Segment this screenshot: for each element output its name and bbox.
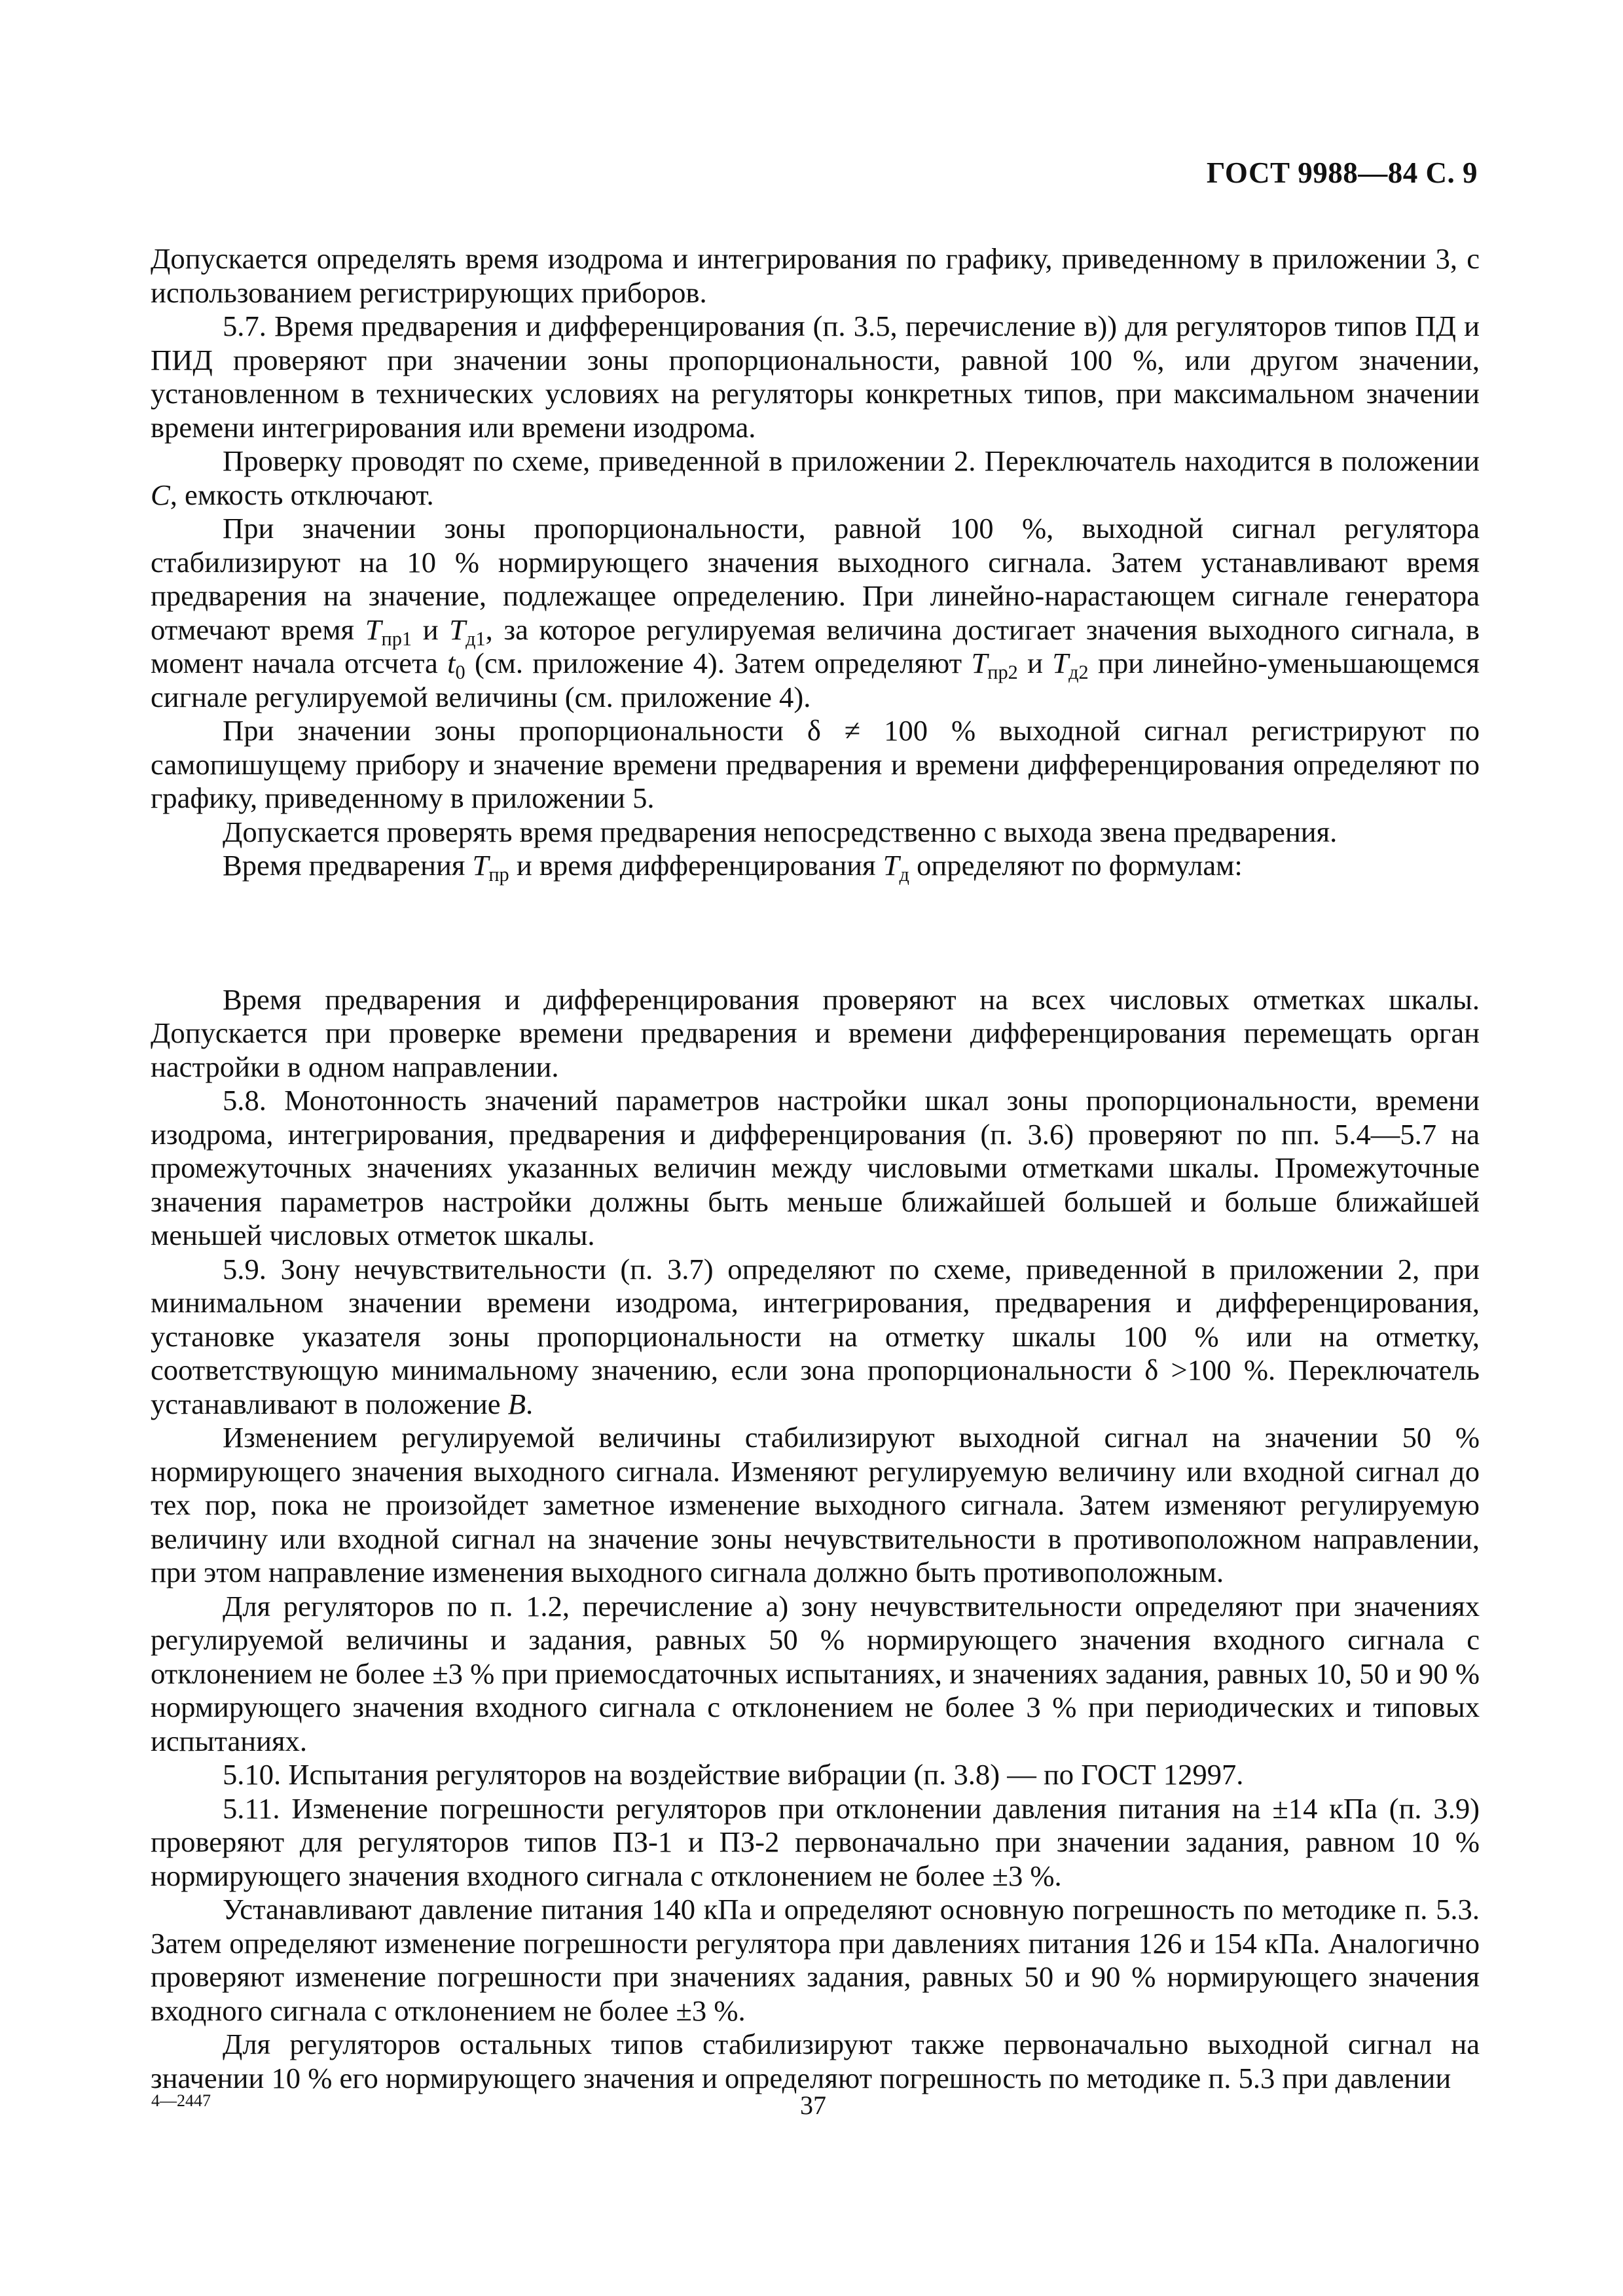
- paragraph: При значении зоны пропорциональности δ ≠ 100 % выходной сигнал регистрируют по самопишущему прибору и значение времени предварения и времени дифференцирования определяют по графику, приведенному в приложении 5.: [151, 714, 1480, 814]
- paragraph: Для регуляторов по п. 1.2, перечисление а) зону нечувствительности определяют при значениях регулируемой величины и задания, равных 50 % нормирующего значения входного сигнала с отклонением не более ±3 % при приемосдаточных испытаниях, и значениях задания, равных 10, 50 и 90 % нормирующего значения входного сигнала с отклонением не более 3 % при периодических и типовых испытаниях.: [151, 1589, 1480, 1757]
- paragraph: Изменением регулируемой величины стабилизируют выходной сигнал на значении 50 % нормирующего значения выходного сигнала. Изменяют регулируемую величину или входной сигнал до тех пор, пока не произойдет заметное изменение выходного сигнала. Затем изменяют регулируемую величину или входной сигнал на значение зоны нечувствительности в противоположном направлении, при этом направление изменения выходного сигнала должно быть противоположным.: [151, 1421, 1480, 1588]
- paragraph: Устанавливают давление питания 140 кПа и определяют основную погрешность по методике п. 5.3. Затем определяют изменение погрешности регулятора при давлениях питания 126 и 154 кПа. Аналогично проверяют изменение погрешности при значениях задания, равных 50 и 90 % нормирующего значения входного сигнала с отклонением не более ±3 %.: [151, 1893, 1480, 2027]
- paragraph: Время предварения и дифференцирования проверяют на всех числовых отметках шкалы. Допускается при проверке времени предварения и времени дифференцирования перемещать орган настройки в одном направлении.: [151, 982, 1480, 1083]
- paragraph-5-8: 5.8. Монотонность значений параметров настройки шкал зоны пропорциональности, времени изодрома, интегрирования, предварения и дифференцирования (п. 3.6) проверяют по пп. 5.4—5.7 на промежуточных значениях указанных величин между числовыми отметками шкалы. Промежуточные значения параметров настройки должны быть меньше ближайшей большей и больше ближайшей меньшей числовых отметок шкалы.: [151, 1084, 1480, 1251]
- formula-area: [151, 883, 1480, 983]
- footer-code: 4—2447: [151, 2091, 211, 2110]
- paragraph-5-7: 5.7. Время предварения и дифференцирования (п. 3.5, перечисление в)) для регуляторов типов ПД и ПИД проверяют при значении зоны пропорциональности, равной 100 %, или другом значении, установленном в технических условиях на регуляторы конкретных типов, при максимальном значении времени интегрирования или времени изодрома.: [151, 310, 1480, 444]
- paragraph: Проверку проводят по схеме, приведенной в приложении 2. Переключатель находится в положении C, емкость отключают.: [151, 444, 1480, 511]
- page-number: 37: [800, 2090, 826, 2120]
- paragraph: Допускается проверять время предварения непосредственно с выхода звена предварения.: [223, 815, 1338, 848]
- paragraph-5-9: 5.9. Зону нечувствительности (п. 3.7) определяют по схеме, приведенной в приложении 2, при минимальном значении времени изодрома, интегрирования, предварения и дифференцирования, установке указателя зоны пропорциональности на отметку шкалы 100 % или на отметку, соответствующую минимальному значению, если зона пропорциональности δ >100 %. Переключатель устанавливают в положение B.: [151, 1252, 1480, 1420]
- document-body: [151, 242, 1480, 2095]
- paragraph-5-10: 5.10. Испытания регуляторов на воздействие вибрации (п. 3.8) — по ГОСТ 12997.: [223, 1758, 1244, 1791]
- paragraph-5-11: 5.11. Изменение погрешности регуляторов при отклонении давления питания на ±14 кПа (п. 3.9) проверяют для регуляторов типов ПЗ-1 и ПЗ-2 первоначально при значении задания, равном 10 % нормирующего значения входного сигнала с отклонением не более ±3 %.: [151, 1791, 1480, 1892]
- paragraph: Время предварения $T_{пр}$ и время дифференцирования $T_д$ определяют по формулам:: [223, 849, 1243, 886]
- page-header: ГОСТ 9988—84 С. 9: [1206, 156, 1478, 189]
- paragraph: При значении зоны пропорциональности, равной 100 %, выходной сигнал регулятора стабилизируют на 10 % нормирующего значения выходного сигнала. Затем устанавливают время предварения на значение, подлежащее определению. При линейно-нарастающем сигнале генератора отмечают время $T_{пр1}$ и $T_{д1}$, за которое регулируемая величина достигает значения выходного сигнала, в момент начала отсчета $t_0$ (см. приложение 4). Затем определяют $T_{пр2}$ и $T_{д2}$ при линейно-уменьшающемся сигнале регулируемой величины (см. приложение 4).: [151, 512, 1480, 713]
- paragraph: Допускается определять время изодрома и интегрирования по графику, приведенному в приложении 3, с использованием регистрирующих приборов.: [151, 242, 1480, 309]
- paragraph: Для регуляторов остальных типов стабилизируют также первоначально выходной сигнал на значении 10 % его нормирующего значения и определяют погрешность по методике п. 5.3 при давлении: [151, 2028, 1480, 2094]
